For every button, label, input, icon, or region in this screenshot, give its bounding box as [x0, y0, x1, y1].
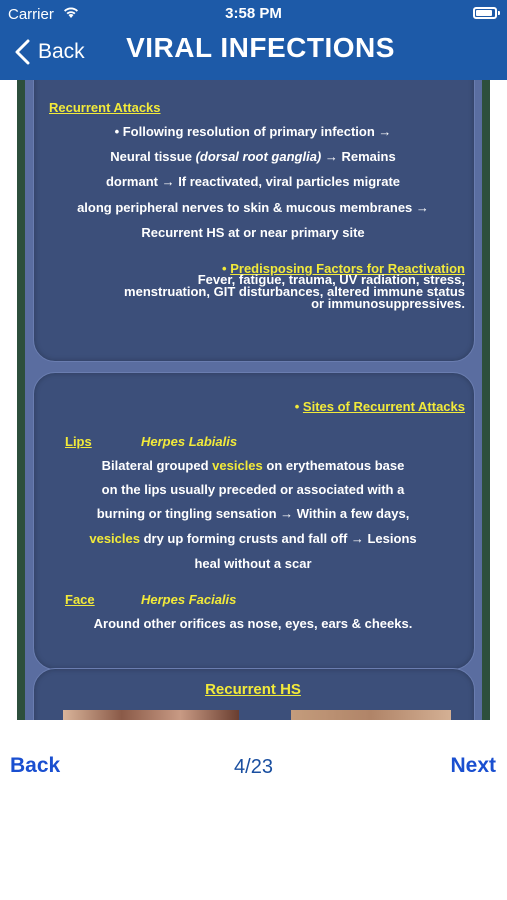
- clock: 3:58 PM: [225, 5, 282, 22]
- lips-line: vesicles dry up forming crusts and fall off → Lesions: [89, 531, 417, 546]
- nav-back-label: Back: [38, 40, 85, 63]
- lips-line: burning or tingling sensation → Within a few days,: [96, 506, 410, 521]
- face-label: Face: [65, 592, 95, 607]
- lips-line: Bilateral grouped vesicles on erythematous base: [101, 458, 405, 473]
- status-bar: [0, 0, 507, 28]
- lips-line: heal without a scar: [194, 556, 312, 571]
- previous-button[interactable]: Back: [10, 754, 61, 777]
- battery-icon: [473, 7, 497, 19]
- clinical-photo: [291, 710, 451, 720]
- lips-name: Herpes Labialis: [141, 434, 238, 449]
- lips-label: Lips: [65, 434, 92, 449]
- recurrent-attacks-line: Recurrent HS at or near primary site: [141, 225, 365, 240]
- recurrent-attacks-line: dormant → If reactivated, viral particles migrate: [105, 174, 401, 189]
- next-button[interactable]: Next: [450, 754, 496, 777]
- predisposing-line: or immunosuppressives.: [311, 296, 465, 311]
- navigation-bar: [0, 0, 507, 80]
- recurrent-attacks-panel: [33, 80, 475, 362]
- recurrent-attacks-heading: Recurrent Attacks: [49, 100, 161, 115]
- page-title: VIRAL INFECTIONS: [126, 32, 395, 63]
- pager: [0, 720, 507, 900]
- predisposing-line: menstruation, GIT disturbances, altered immune status: [124, 284, 465, 299]
- recurrent-attacks-line: along peripheral nerves to skin & mucous membranes →: [77, 200, 429, 215]
- clinical-photo: [63, 710, 239, 720]
- page-indicator: 4/23: [234, 756, 273, 778]
- sites-heading: Sites of Recurrent Attacks: [302, 399, 465, 414]
- face-line: Around other orifices as nose, eyes, ears & cheeks.: [93, 616, 413, 631]
- recurrent-attacks-line: • Following resolution of primary infection →: [114, 124, 392, 139]
- sites-heading-row: • Sites of Recurrent Attacks: [294, 399, 465, 414]
- carrier-label: Carrier: [8, 6, 54, 23]
- recurrent-hs-heading: Recurrent HS: [205, 681, 301, 698]
- face-name: Herpes Facialis: [141, 592, 237, 607]
- lips-line: on the lips usually preceded or associated with a: [101, 482, 405, 497]
- recurrent-attacks-line: Neural tissue (dorsal root ganglia) → Remains: [110, 149, 396, 164]
- predisposing-line: Fever, fatigue, trauma, UV radiation, stress,: [197, 272, 465, 287]
- predisposing-heading: Predisposing Factors for Reactivation: [230, 261, 465, 276]
- slide-viewer[interactable]: [17, 80, 490, 720]
- predisposing-heading-row: • Predisposing Factors for Reactivation: [222, 261, 465, 276]
